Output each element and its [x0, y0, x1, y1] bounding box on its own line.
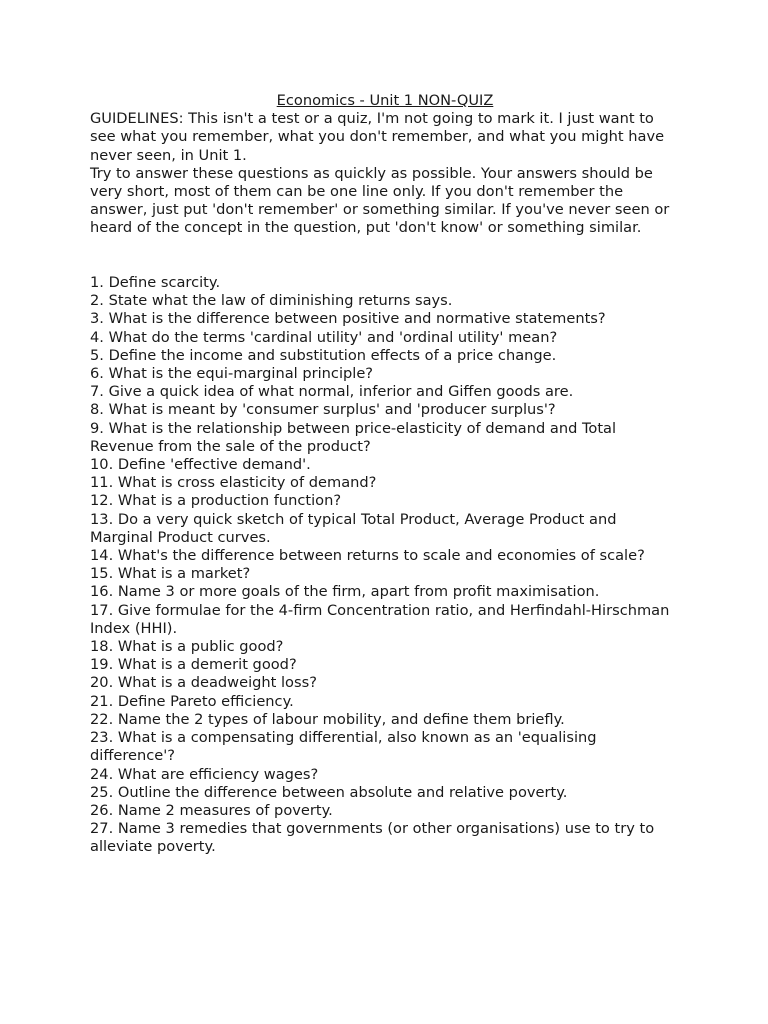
question-item: 22. Name the 2 types of labour mobility, and define them briefly.: [90, 710, 565, 728]
question-item: 1. Define scarcity.: [90, 274, 221, 292]
question-item: 20. What is a deadweight loss?: [90, 674, 317, 692]
question-item: 23. What is a compensating differential, also known as an 'equalising difference'?: [90, 729, 597, 765]
instructions-paragraph: Try to answer these questions as quickly as possible. Your answers should be very short, most of them can be one line only. If you don't remember the answer, just put 'don't remember' or something similar. If you've never seen or heard of the concept in the question, put 'don't know' or something similar.: [90, 164, 670, 237]
question-item: 7. Give a quick idea of what normal, inferior and Giffen goods are.: [90, 383, 574, 401]
question-item: 11. What is cross elasticity of demand?: [90, 474, 377, 492]
question-item: 25. Outline the difference between absolute and relative poverty.: [90, 783, 568, 801]
question-item: 18. What is a public good?: [90, 638, 284, 656]
question-item: 4. What do the terms 'cardinal utility' and 'ordinal utility' mean?: [90, 328, 558, 346]
question-item: 10. Define 'effective demand'.: [90, 456, 311, 474]
question-item: 2. State what the law of diminishing returns says.: [90, 292, 453, 310]
question-item: 15. What is a market?: [90, 565, 251, 583]
question-item: 17. Give formulae for the 4-firm Concentration ratio, and Herfindahl-Hirschman Index (HHI).: [90, 601, 670, 637]
question-item: 13. Do a very quick sketch of typical Total Product, Average Product and Marginal Product curves.: [90, 510, 617, 546]
guidelines-paragraph: GUIDELINES: This isn't a test or a quiz, I'm not going to mark it. I just want to see what you remember, what you don't remember, and what you might have never seen, in Unit 1.: [90, 110, 665, 164]
question-item: 3. What is the difference between positive and normative statements?: [90, 310, 606, 328]
question-item: 14. What's the difference between returns to scale and economies of scale?: [90, 547, 645, 565]
document-page: [90, 92, 680, 857]
question-item: 19. What is a demerit good?: [90, 656, 297, 674]
question-item: 5. Define the income and substitution effects of a price change.: [90, 346, 557, 364]
question-item: 24. What are efficiency wages?: [90, 765, 319, 783]
blank-space: [90, 238, 680, 274]
question-list: [90, 274, 680, 857]
question-item: 6. What is the equi-marginal principle?: [90, 365, 374, 383]
document-title: Economics - Unit 1 NON-QUIZ: [276, 92, 494, 109]
question-item: 12. What is a production function?: [90, 492, 342, 510]
question-item: 21. Define Pareto efficiency.: [90, 692, 294, 710]
question-item: 16. Name 3 or more goals of the firm, apart from profit maximisation.: [90, 583, 600, 601]
question-item: 26. Name 2 measures of poverty.: [90, 801, 333, 819]
question-item: 27. Name 3 remedies that governments (or other organisations) use to try to alleviate poverty.: [90, 820, 655, 856]
question-item: 9. What is the relationship between price-elasticity of demand and Total Revenue from the sale of the product?: [90, 419, 617, 455]
question-item: 8. What is meant by 'consumer surplus' and 'producer surplus'?: [90, 401, 556, 419]
